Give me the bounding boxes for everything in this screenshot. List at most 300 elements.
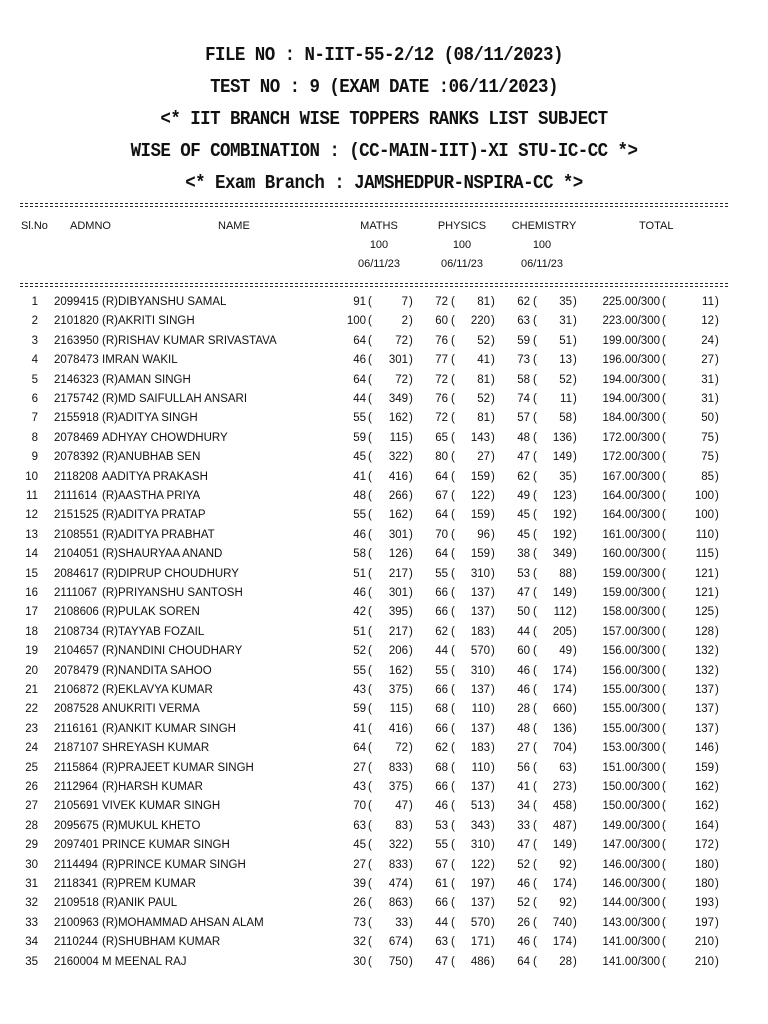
maths-rank-open-paren: ( (368, 858, 372, 871)
physics-rank-open-paren: ( (451, 334, 455, 347)
maths-marks: 45 (353, 451, 366, 464)
total-rank-close-paren: ) (715, 800, 719, 813)
serial-number: 17 (25, 606, 38, 619)
maths-rank: 72 (395, 334, 408, 347)
total-rank: 172 (694, 839, 714, 852)
chemistry-rank-open-paren: ( (533, 567, 537, 580)
chemistry-rank-close-paren: ) (573, 296, 577, 308)
total-rank-close-paren: ) (715, 451, 719, 464)
chemistry-rank-open-paren: ( (533, 393, 537, 405)
maths-rank-close-paren: ) (409, 567, 413, 580)
maths-marks: 46 (353, 587, 366, 599)
total-marks: 159.00/300 (602, 587, 660, 599)
physics-marks: 68 (435, 703, 448, 716)
maths-rank-close-paren: ) (409, 490, 413, 502)
physics-rank-close-paren: ) (491, 431, 495, 444)
maths-marks: 55 (353, 664, 366, 677)
physics-rank-open-paren: ( (451, 431, 455, 444)
physics-rank-close-paren: ) (491, 839, 495, 852)
physics-rank-open-paren: ( (451, 412, 455, 425)
serial-number: 10 (25, 470, 38, 483)
total-rank: 128 (694, 625, 714, 638)
total-rank: 121 (694, 587, 714, 599)
maths-rank: 162 (388, 509, 408, 522)
physics-rank-open-paren: ( (451, 567, 455, 580)
student-name: (R)MOHAMMAD AHSAN ALAM (102, 916, 264, 929)
maths-marks: 70 (353, 800, 366, 813)
physics-rank-close-paren: ) (491, 393, 495, 405)
maths-marks: 27 (353, 761, 366, 774)
col-maths-max: 100 (369, 239, 389, 251)
total-marks: 153.00/300 (602, 742, 660, 755)
total-rank: 180 (694, 858, 714, 871)
total-rank-close-paren: ) (715, 839, 719, 852)
total-rank-close-paren: ) (715, 625, 719, 638)
chemistry-rank-close-paren: ) (573, 315, 577, 328)
total-rank-close-paren: ) (715, 936, 719, 949)
total-rank: 100 (694, 509, 714, 522)
physics-rank-open-paren: ( (451, 722, 455, 735)
physics-rank-close-paren: ) (491, 664, 495, 677)
chemistry-rank-open-paren: ( (533, 528, 537, 541)
total-rank-open-paren: ( (662, 897, 666, 910)
table-row (0, 296, 768, 315)
serial-number: 26 (25, 781, 38, 793)
student-name: (R)PREM KUMAR (102, 878, 196, 890)
physics-marks: 66 (435, 781, 448, 793)
admission-number: 2108606 (54, 606, 99, 619)
maths-rank: 162 (388, 412, 408, 425)
physics-rank-open-paren: ( (451, 606, 455, 619)
total-rank-close-paren: ) (715, 645, 719, 658)
maths-rank-open-paren: ( (368, 684, 372, 696)
physics-rank-open-paren: ( (451, 781, 455, 793)
student-name: (R)EKLAVYA KUMAR (102, 684, 213, 696)
physics-rank: 183 (470, 625, 490, 638)
physics-rank-close-paren: ) (491, 878, 495, 890)
total-marks: 146.00/300 (602, 858, 660, 871)
total-marks: 144.00/300 (602, 897, 660, 910)
total-rank-open-paren: ( (662, 296, 666, 308)
total-marks: 194.00/300 (602, 373, 660, 386)
admission-number: 2105691 (54, 800, 99, 813)
maths-marks: 43 (353, 781, 366, 793)
total-rank-open-paren: ( (662, 315, 666, 328)
maths-rank-close-paren: ) (409, 334, 413, 347)
maths-rank: 47 (395, 800, 408, 813)
total-rank: 24 (701, 334, 714, 347)
maths-marks: 48 (353, 490, 366, 502)
student-name: (R)AKRITI SINGH (102, 315, 195, 328)
maths-rank-open-paren: ( (368, 587, 372, 599)
maths-marks: 30 (353, 955, 366, 968)
maths-rank-close-paren: ) (409, 451, 413, 464)
chemistry-rank-open-paren: ( (533, 858, 537, 871)
chemistry-rank: 88 (559, 567, 572, 580)
total-marks: 225.00/300 (602, 296, 660, 308)
admission-number: 2114494 (54, 858, 98, 871)
table-row (0, 529, 768, 548)
maths-rank: 301 (388, 587, 408, 599)
chemistry-marks: 44 (517, 625, 530, 638)
total-rank: 31 (701, 393, 714, 405)
maths-rank: 126 (388, 548, 408, 561)
chemistry-rank-close-paren: ) (573, 373, 577, 386)
total-rank-open-paren: ( (662, 470, 666, 483)
total-rank: 164 (694, 819, 714, 832)
maths-rank-close-paren: ) (409, 955, 413, 968)
physics-rank-open-paren: ( (451, 490, 455, 502)
serial-number: 7 (31, 412, 38, 425)
physics-rank: 110 (471, 703, 490, 716)
chemistry-rank: 458 (552, 800, 572, 813)
combination-heading: WISE OF COMBINATION : (CC-MAIN-IIT)-XI STU-IC-CC *> (130, 140, 638, 162)
total-marks: 150.00/300 (602, 800, 660, 813)
chemistry-rank-close-paren: ) (573, 645, 577, 658)
physics-rank-open-paren: ( (451, 315, 455, 328)
chemistry-marks: 50 (517, 606, 530, 619)
maths-rank-close-paren: ) (409, 916, 413, 929)
admission-number: 2106872 (54, 684, 99, 696)
serial-number: 24 (25, 742, 38, 755)
table-row (0, 781, 768, 800)
total-marks: 159.00/300 (602, 567, 660, 580)
maths-rank: 115 (389, 431, 408, 444)
maths-rank: 33 (395, 916, 408, 929)
chemistry-marks: 38 (517, 548, 530, 561)
physics-rank-close-paren: ) (491, 858, 495, 871)
maths-rank-close-paren: ) (409, 625, 413, 638)
physics-rank-open-paren: ( (451, 354, 455, 367)
physics-rank: 81 (477, 373, 490, 386)
physics-rank-close-paren: ) (491, 548, 495, 561)
physics-marks: 72 (435, 412, 448, 425)
table-row (0, 897, 768, 916)
table-row (0, 917, 768, 936)
serial-number: 20 (25, 664, 38, 677)
total-rank-open-paren: ( (662, 742, 666, 755)
serial-number: 13 (25, 528, 38, 541)
total-rank-open-paren: ( (662, 451, 666, 464)
table-row (0, 703, 768, 722)
total-rank-close-paren: ) (715, 742, 719, 755)
maths-marks: 100 (346, 315, 366, 328)
maths-rank: 72 (395, 373, 408, 386)
maths-rank-close-paren: ) (409, 587, 413, 599)
maths-rank-close-paren: ) (409, 800, 413, 813)
physics-rank-close-paren: ) (491, 373, 495, 386)
maths-rank-open-paren: ( (368, 645, 372, 658)
table-row (0, 626, 768, 645)
total-rank-close-paren: ) (715, 606, 719, 619)
physics-rank-close-paren: ) (491, 470, 495, 483)
physics-rank-open-paren: ( (451, 645, 455, 658)
chemistry-rank-close-paren: ) (573, 587, 577, 599)
admission-number: 2111614 (54, 490, 98, 502)
physics-rank-open-paren: ( (451, 742, 455, 755)
serial-number: 8 (31, 431, 38, 444)
chemistry-rank-close-paren: ) (573, 606, 577, 619)
maths-rank-open-paren: ( (368, 781, 372, 793)
physics-rank-close-paren: ) (491, 354, 495, 367)
chemistry-rank-open-paren: ( (533, 315, 537, 328)
total-rank-close-paren: ) (715, 567, 719, 580)
total-rank-open-paren: ( (662, 916, 666, 929)
maths-rank-open-paren: ( (368, 431, 372, 444)
student-name: (R)AMAN SINGH (102, 373, 191, 386)
maths-rank: 162 (388, 664, 408, 677)
maths-rank-close-paren: ) (409, 878, 413, 890)
physics-rank-close-paren: ) (491, 781, 495, 793)
table-row (0, 762, 768, 781)
table-row (0, 315, 768, 334)
total-rank: 210 (694, 955, 714, 968)
chemistry-rank-close-paren: ) (573, 800, 577, 813)
total-rank: 85 (701, 470, 714, 483)
total-marks: 199.00/300 (602, 334, 660, 347)
col-slno: Sl.No (21, 220, 48, 232)
maths-marks: 63 (353, 819, 366, 832)
total-rank-close-paren: ) (715, 490, 719, 502)
chemistry-rank-close-paren: ) (573, 334, 577, 347)
physics-marks: 44 (435, 645, 448, 658)
student-name: (R)PRAJEET KUMAR SINGH (102, 761, 254, 774)
maths-rank-open-paren: ( (368, 955, 372, 968)
physics-rank: 137 (470, 722, 490, 735)
total-rank: 100 (694, 490, 714, 502)
physics-rank-open-paren: ( (451, 955, 455, 968)
chemistry-rank-open-paren: ( (533, 625, 537, 638)
chemistry-rank: 11 (560, 393, 572, 405)
student-name: VIVEK KUMAR SINGH (102, 800, 221, 813)
physics-rank: 110 (471, 761, 490, 774)
chemistry-rank-open-paren: ( (533, 606, 537, 619)
maths-rank: 322 (388, 451, 408, 464)
chemistry-rank-open-paren: ( (533, 781, 537, 793)
physics-rank: 159 (470, 470, 490, 483)
student-name: PRINCE KUMAR SINGH (102, 839, 230, 852)
physics-marks: 55 (435, 567, 448, 580)
maths-rank-close-paren: ) (409, 393, 413, 405)
col-total: TOTAL (639, 220, 674, 232)
student-name: (R)ADITYA PRABHAT (102, 528, 215, 541)
maths-marks: 44 (353, 393, 366, 405)
maths-rank: 375 (388, 781, 408, 793)
chemistry-marks: 59 (517, 334, 530, 347)
admission-number: 2109518 (54, 897, 99, 910)
chemistry-rank: 92 (559, 858, 572, 871)
maths-rank: 266 (388, 490, 408, 502)
physics-marks: 66 (435, 722, 448, 735)
physics-rank-close-paren: ) (491, 722, 495, 735)
total-marks: 184.00/300 (602, 412, 660, 425)
maths-rank-close-paren: ) (409, 373, 413, 386)
student-name: (R)ANIK PAUL (102, 897, 178, 910)
maths-rank: 7 (401, 296, 408, 308)
chemistry-rank-close-paren: ) (573, 412, 577, 425)
admission-number: 2104051 (54, 548, 99, 561)
physics-marks: 65 (435, 431, 448, 444)
student-name: (R)TAYYAB FOZAIL (102, 625, 205, 638)
admission-number: 2115864 (54, 761, 98, 774)
maths-rank-close-paren: ) (409, 684, 413, 696)
maths-rank-close-paren: ) (409, 761, 413, 774)
maths-marks: 43 (353, 684, 366, 696)
student-name: (R)ADITYA SINGH (102, 412, 198, 425)
student-name: (R)SHAURYAA ANAND (102, 548, 223, 561)
maths-rank: 2 (401, 315, 408, 328)
physics-marks: 70 (435, 528, 448, 541)
total-rank: 132 (694, 664, 714, 677)
chemistry-rank-open-paren: ( (533, 490, 537, 502)
table-row (0, 354, 768, 373)
chemistry-rank: 136 (552, 431, 572, 444)
physics-rank-close-paren: ) (491, 916, 495, 929)
maths-rank-close-paren: ) (409, 664, 413, 677)
admission-number: 2087528 (54, 703, 99, 716)
total-marks: 146.00/300 (602, 878, 660, 890)
total-rank: 11 (702, 296, 714, 308)
maths-rank-open-paren: ( (368, 373, 372, 386)
physics-marks: 68 (435, 761, 448, 774)
admission-number: 2146323 (54, 373, 99, 386)
maths-rank: 217 (388, 567, 408, 580)
total-rank-open-paren: ( (662, 936, 666, 949)
maths-marks: 52 (353, 645, 366, 658)
chemistry-rank-close-paren: ) (573, 742, 577, 755)
maths-rank-open-paren: ( (368, 664, 372, 677)
total-rank: 180 (694, 878, 714, 890)
total-rank-open-paren: ( (662, 781, 666, 793)
chemistry-rank: 149 (552, 451, 572, 464)
physics-rank: 570 (470, 645, 490, 658)
chemistry-rank: 35 (559, 470, 572, 483)
chemistry-marks: 63 (517, 315, 530, 328)
chemistry-rank: 174 (552, 684, 572, 696)
chemistry-rank-open-paren: ( (533, 664, 537, 677)
maths-rank-close-paren: ) (409, 548, 413, 561)
admission-number: 2175742 (54, 393, 99, 405)
table-row (0, 587, 768, 606)
total-rank-close-paren: ) (715, 431, 719, 444)
physics-marks: 76 (435, 334, 448, 347)
chemistry-marks: 60 (517, 645, 530, 658)
maths-rank-open-paren: ( (368, 548, 372, 561)
total-rank-close-paren: ) (715, 664, 719, 677)
physics-rank-close-paren: ) (491, 509, 495, 522)
total-rank-open-paren: ( (662, 490, 666, 502)
physics-rank: 159 (470, 548, 490, 561)
physics-rank-close-paren: ) (491, 528, 495, 541)
physics-rank: 137 (470, 587, 490, 599)
serial-number: 18 (25, 625, 38, 638)
chemistry-marks: 33 (517, 819, 530, 832)
physics-rank-close-paren: ) (491, 800, 495, 813)
physics-rank-close-paren: ) (491, 684, 495, 696)
col-physics-max: 100 (452, 239, 472, 251)
physics-rank: 310 (470, 839, 490, 852)
physics-rank-open-paren: ( (451, 548, 455, 561)
admission-number: 2101820 (54, 315, 99, 328)
physics-rank-close-paren: ) (491, 897, 495, 910)
serial-number: 6 (31, 393, 38, 405)
total-rank-close-paren: ) (715, 916, 719, 929)
physics-rank-open-paren: ( (451, 897, 455, 910)
table-row (0, 412, 768, 431)
chemistry-rank-open-paren: ( (533, 431, 537, 444)
serial-number: 21 (25, 684, 38, 696)
serial-number: 1 (31, 296, 38, 308)
maths-rank-open-paren: ( (368, 625, 372, 638)
chemistry-rank-open-paren: ( (533, 722, 537, 735)
chemistry-rank-open-paren: ( (533, 509, 537, 522)
physics-rank-close-paren: ) (491, 334, 495, 347)
col-maths: MATHS (360, 220, 398, 232)
chemistry-rank: 13 (559, 354, 572, 367)
admission-number: 2163950 (54, 334, 99, 347)
admission-number: 2160004 (54, 955, 99, 968)
physics-rank: 137 (470, 684, 490, 696)
table-row (0, 956, 768, 975)
total-rank-close-paren: ) (715, 761, 719, 774)
maths-rank-close-paren: ) (409, 354, 413, 367)
table-row (0, 684, 768, 703)
maths-rank-close-paren: ) (409, 897, 413, 910)
physics-rank-open-paren: ( (451, 858, 455, 871)
maths-rank: 301 (388, 354, 408, 367)
total-rank-close-paren: ) (715, 548, 719, 561)
physics-rank-open-paren: ( (451, 296, 455, 308)
total-rank-close-paren: ) (715, 858, 719, 871)
physics-marks: 67 (435, 490, 448, 502)
student-name: (R)PULAK SOREN (102, 606, 200, 619)
physics-marks: 66 (435, 606, 448, 619)
maths-marks: 59 (353, 703, 366, 716)
maths-rank-close-paren: ) (409, 839, 413, 852)
total-rank-close-paren: ) (715, 781, 719, 793)
physics-rank: 52 (477, 334, 490, 347)
maths-rank-close-paren: ) (409, 509, 413, 522)
total-rank-open-paren: ( (662, 373, 666, 386)
chemistry-rank-close-paren: ) (573, 625, 577, 638)
chemistry-rank-close-paren: ) (573, 955, 577, 968)
chemistry-rank-open-paren: ( (533, 761, 537, 774)
serial-number: 35 (25, 955, 38, 968)
maths-marks: 51 (353, 625, 366, 638)
chemistry-rank: 660 (552, 703, 572, 716)
total-rank-open-paren: ( (662, 567, 666, 580)
chemistry-rank-open-paren: ( (533, 451, 537, 464)
admission-number: 2104657 (54, 645, 99, 658)
chemistry-marks: 62 (517, 296, 530, 308)
chemistry-marks: 27 (517, 742, 530, 755)
total-rank: 27 (701, 354, 714, 367)
maths-rank: 674 (388, 936, 408, 949)
admission-number: 2118208 (54, 470, 98, 483)
maths-marks: 27 (353, 858, 366, 871)
physics-rank-open-paren: ( (451, 470, 455, 483)
list-title-heading: <* IIT BRANCH WISE TOPPERS RANKS LIST SUBJECT (160, 108, 608, 130)
col-chemistry: CHEMISTRY (511, 220, 577, 232)
total-rank-open-paren: ( (662, 431, 666, 444)
maths-rank-open-paren: ( (368, 722, 372, 735)
physics-marks: 64 (435, 548, 448, 561)
physics-rank-open-paren: ( (451, 509, 455, 522)
chemistry-rank-close-paren: ) (573, 761, 577, 774)
physics-rank-close-paren: ) (491, 606, 495, 619)
chemistry-rank: 28 (559, 955, 572, 968)
maths-rank-open-paren: ( (368, 354, 372, 367)
